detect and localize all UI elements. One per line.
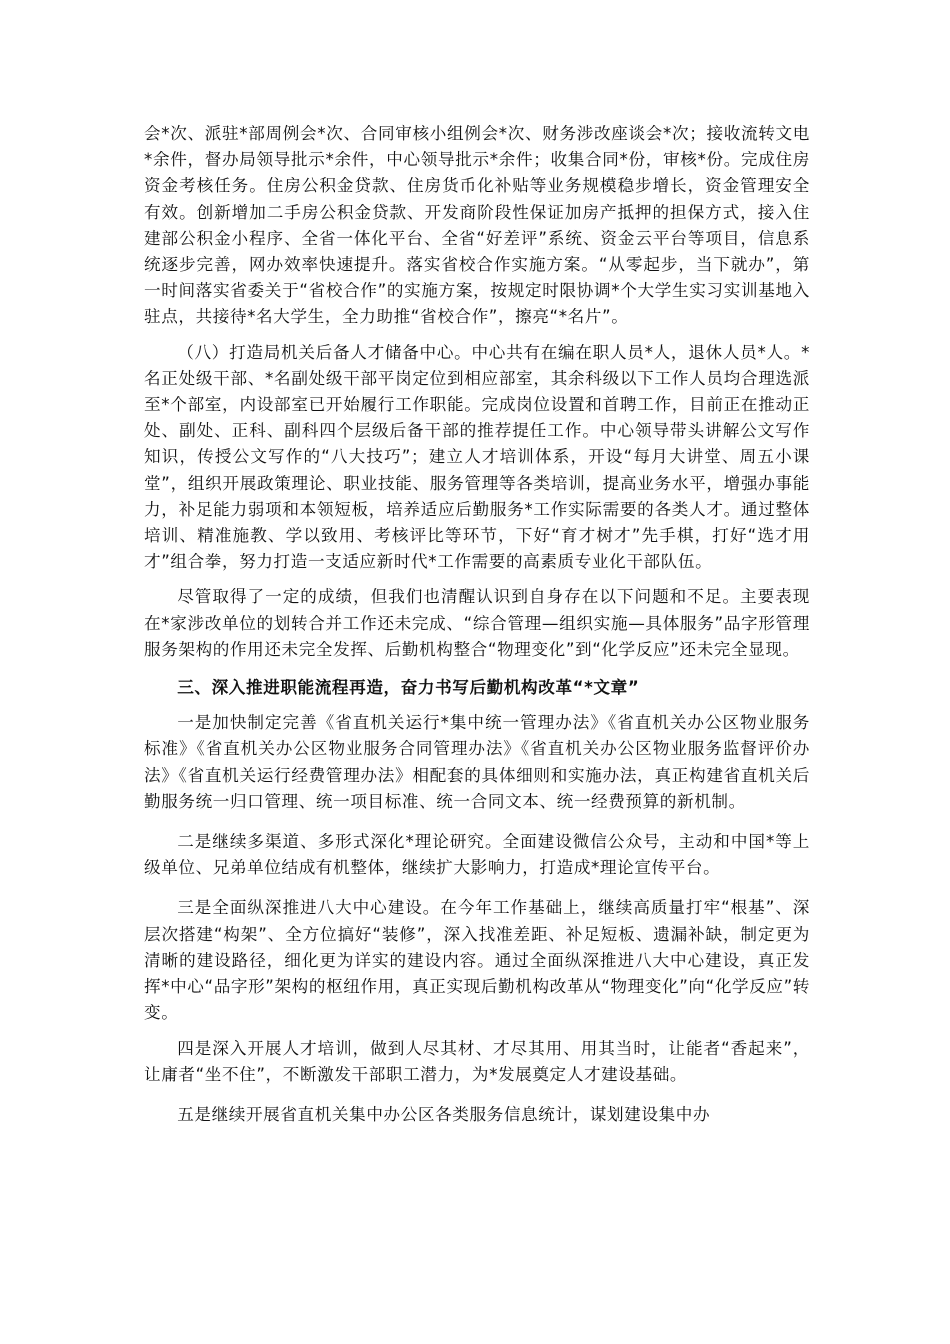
paragraph-item-4: 四是深入开展人才培训，做到人尽其材、才尽其用、用其当时，让能者“香起来”，让庸者“坐不住”，不断激发干部职工潜力，为*发展奠定人才建设基础。 (144, 1038, 810, 1084)
paragraph-item-2: 二是继续多渠道、多形式深化*理论研究。全面建设微信公众号，主动和中国*等上级单位、兄弟单位结成有机整体，继续扩大影响力，打造成*理论宣传平台。 (144, 832, 810, 878)
paragraph-item-3: 三是全面纵深推进八大中心建设。在今年工作基础上，继续高质量打牢“根基”、深层次搭建“构架”、全方位搞好“装修”，深入找准差距、补足短板、遗漏补缺，制定更为清晰的建设路径，细化更为详实的建设内容。通过全面纵深推进八大中心建设，真正发挥*中心“品字形”架构的枢纽作用，真正实现后勤机构改革从“物理变化”向“化学反应”转变。 (144, 898, 810, 1023)
paragraph-section-8: （八）打造局机关后备人才储备中心。中心共有在编在职人员*人，退休人员*人。*名正处级干部、*名副处级干部平岗定位到相应部室，其余科级以下工作人员均合理选派至*个部室，内设部室已开始履行工作职能。完成岗位设置和首聘工作，目前正在推动正处、副处、正科、副科四个层级后备干部的推荐提任工作。中心领导带头讲解公文写作知识，传授公文写作的“八大技巧”；建立人才培训体系，开设“每月大讲堂、周五小课堂”，组织开展政策理论、职业技能、服务管理等各类培训，提高业务水平，增强办事能力，补足能力弱项和本领短板，培养适应后勤服务*工作实际需要的各类人才。通过整体培训、精准施教、学以致用、考核评比等环节，下好“育才树才”先手棋，打好“选才用才”组合拳，努力打造一支适应新时代*工作需要的高素质专业化干部队伍。 (144, 342, 810, 572)
document-page (144, 121, 810, 1128)
section-heading-3: 三、深入推进职能流程再造，奋力书写后勤机构改革“*文章” (177, 678, 640, 698)
paragraph-continuation: 会*次、派驻*部周例会*次、合同审核小组例会*次、财务涉改座谈会*次；接收流转文电*余件，督办局领导批示*余件，中心领导批示*余件；收集合同*份，审核*份。完成住房资金考核任务。住房公积金贷款、住房货币化补贴等业务规模稳步增长，资金管理安全有效。创新增加二手房公积金贷款、开发商阶段性保证加房产抵押的担保方式，接入住建部公积金小程序、全省一体化平台、全省“好差评”系统、资金云平台等项目，信息系统逐步完善，网办效率快速提升。落实省校合作实施方案。“从零起步，当下就办”，第一时间落实省委关于“省校合作”的实施方案，按规定时限协调*个大学生实习实训基地入驻点，共接待*名大学生，全力助推“省校合作”，擦亮“*名片”。 (144, 124, 810, 327)
paragraph-item-5: 五是继续开展省直机关集中办公区各类服务信息统计，谋划建设集中办 (177, 1104, 711, 1124)
paragraph-problems: 尽管取得了一定的成绩，但我们也清醒认识到自身存在以下问题和不足。主要表现在*家涉改单位的划转合并工作还未完成、“综合管理—组织实施—具体服务”品字形管理服务架构的作用还未完全发挥、后勤机构整合“物理变化”到“化学反应”还未完全显现。 (144, 587, 810, 659)
paragraph-item-1: 一是加快制定完善《省直机关运行*集中统一管理办法》《省直机关办公区物业服务标准》《省直机关办公区物业服务合同管理办法》《省直机关办公区物业服务监督评价办法》《省直机关运行经费管理办法》相配套的具体细则和实施办法，真正构建省直机关后勤服务统一归口管理、统一项目标准、统一合同文本、统一经费预算的新机制。 (144, 713, 810, 811)
